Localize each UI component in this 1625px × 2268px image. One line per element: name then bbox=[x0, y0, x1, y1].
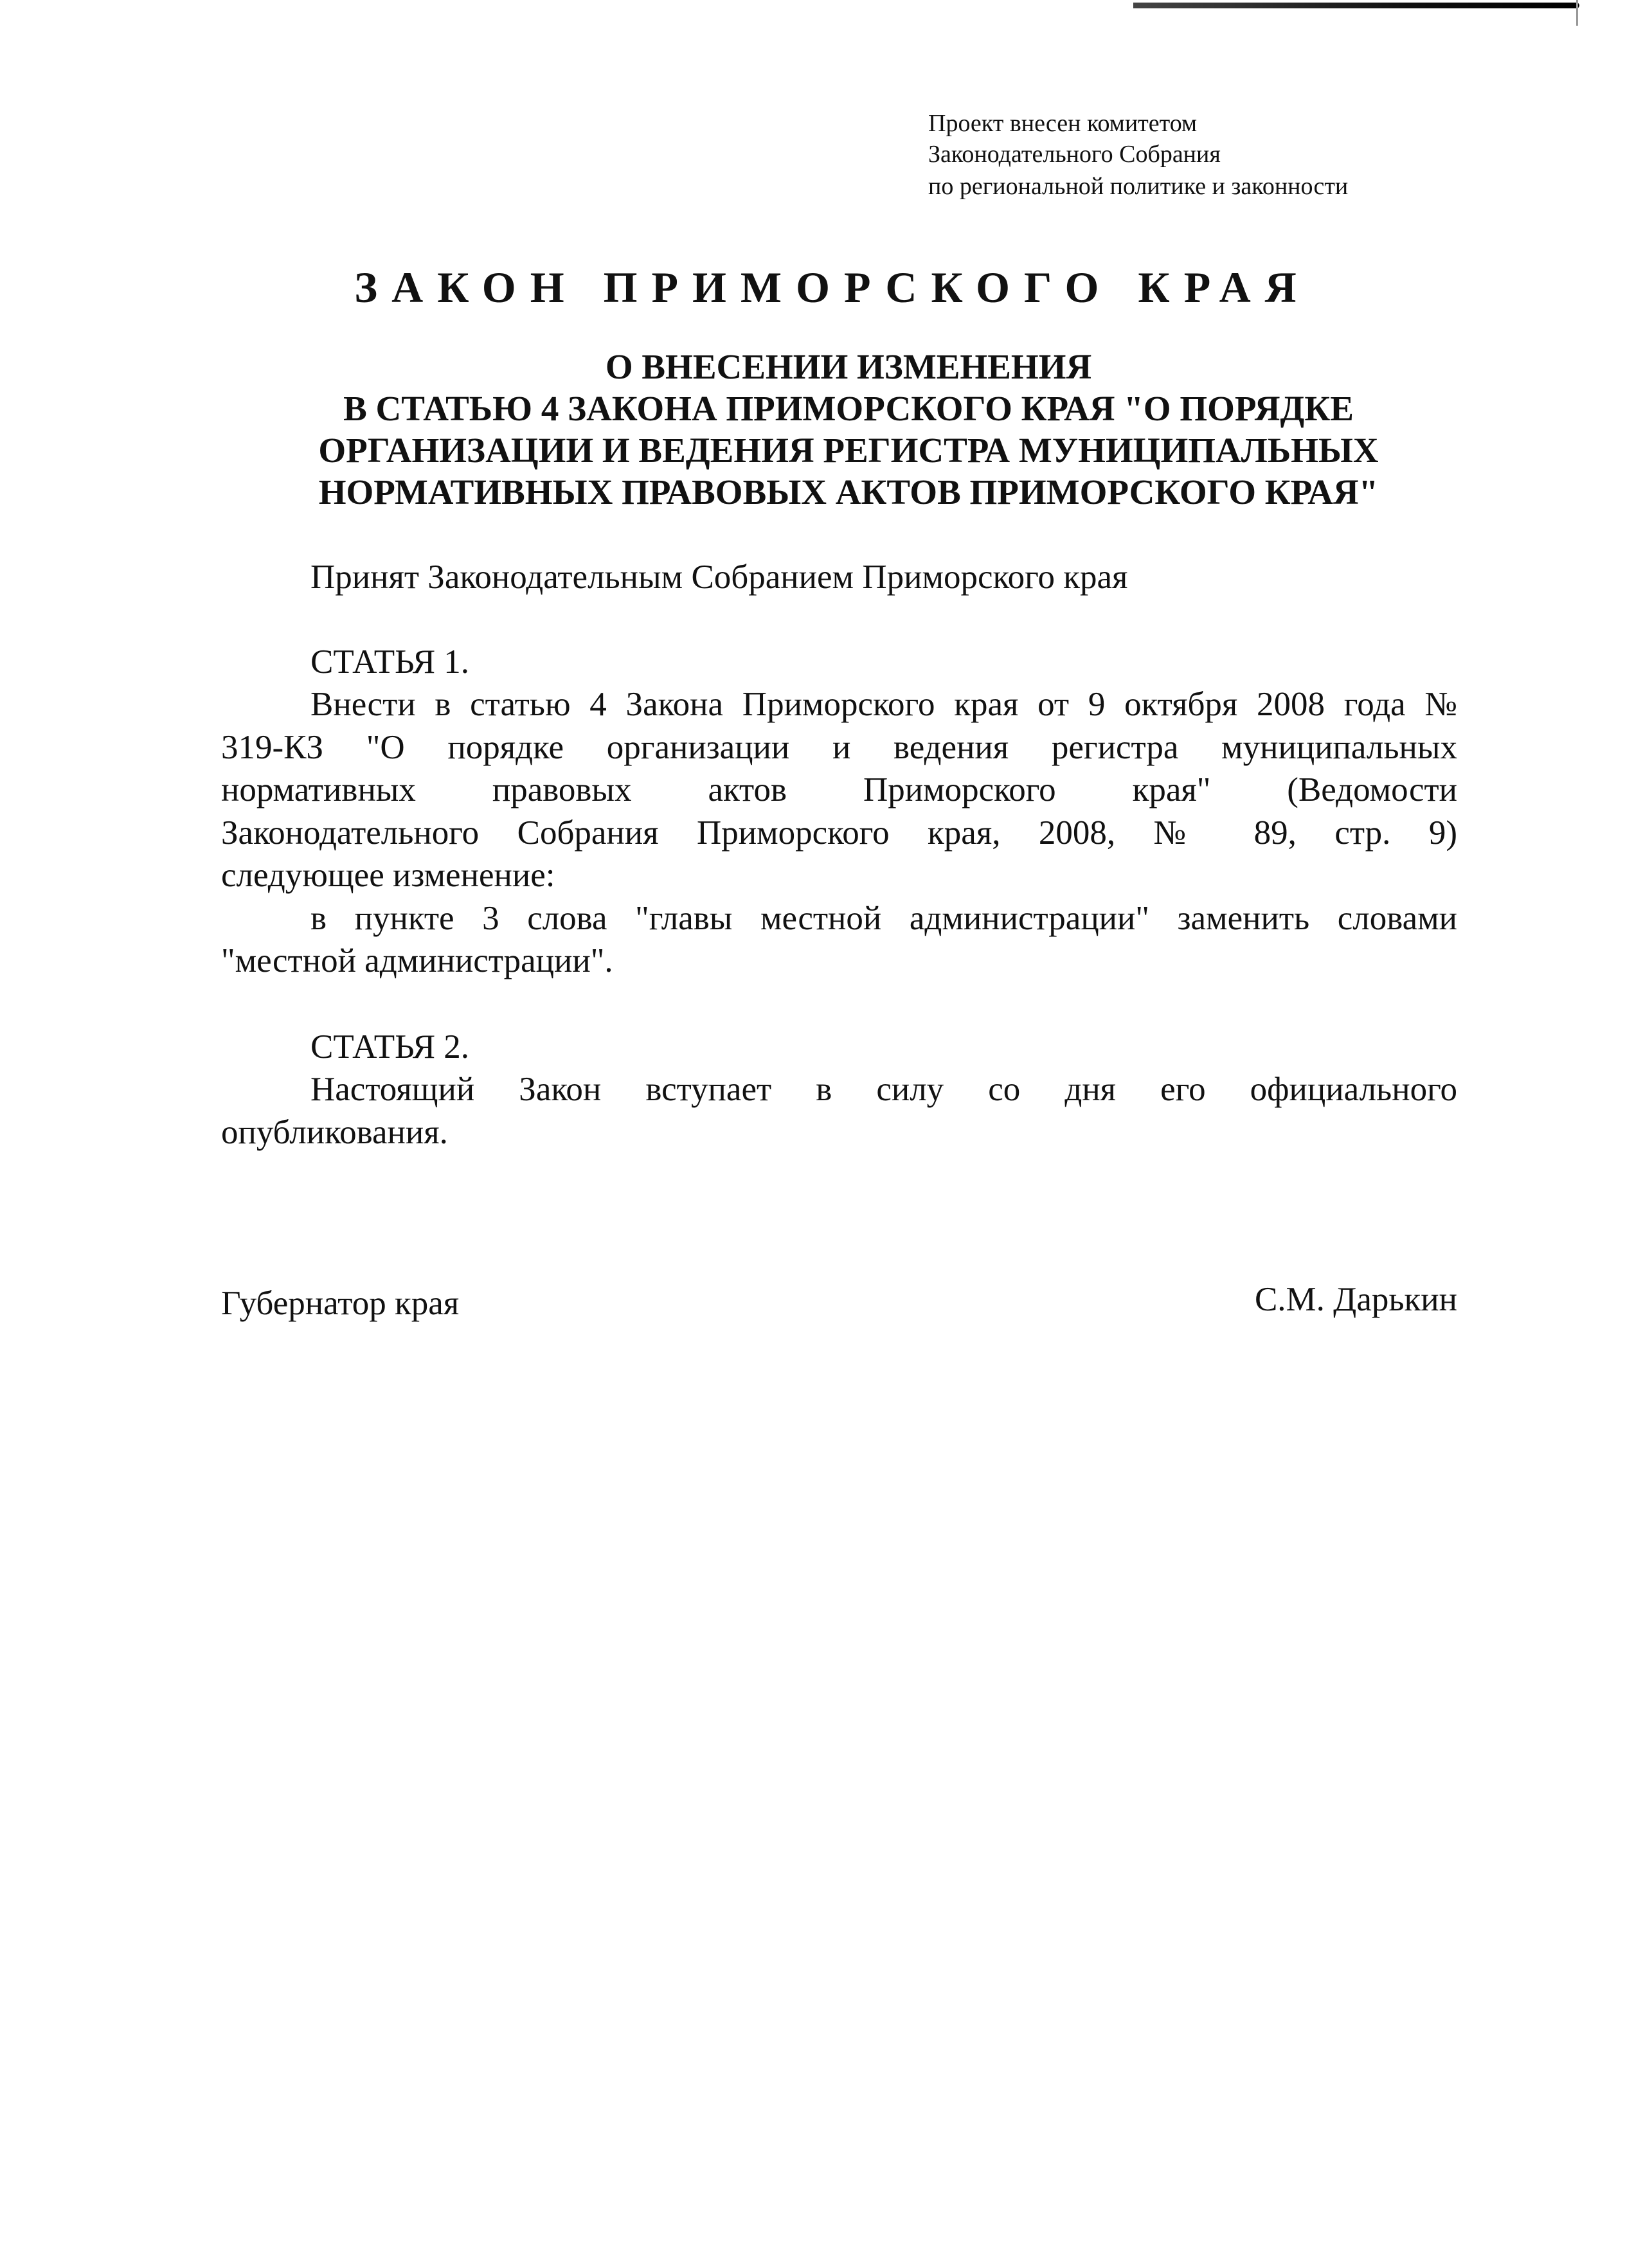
article-line: Внести в статью 4 Закона Приморского края от 9 октября 2008 года № bbox=[310, 686, 1457, 723]
article-heading: СТАТЬЯ 1. bbox=[310, 643, 470, 681]
signatory-name: С.М. Дарькин bbox=[1254, 1281, 1457, 1318]
subtitle-line: ОРГАНИЗАЦИИ И ВЕДЕНИЯ РЕГИСТРА МУНИЦИПАЛЬНЫХ bbox=[318, 431, 1379, 470]
article-line: следующее изменение: bbox=[221, 857, 555, 894]
scan-edge-line bbox=[1133, 3, 1579, 8]
header-note-line: Законодательного Собрания bbox=[928, 141, 1221, 168]
article-line: в пункте 3 слова "главы местной администрации" заменить словами bbox=[310, 900, 1457, 937]
header-note-line: по региональной политике и законности bbox=[928, 173, 1349, 200]
article-line: "местной администрации". bbox=[221, 942, 613, 979]
article-line: Настоящий Закон вступает в силу со дня его официального bbox=[310, 1071, 1457, 1108]
article-heading: СТАТЬЯ 2. bbox=[310, 1028, 470, 1066]
subtitle-line: В СТАТЬЮ 4 ЗАКОНА ПРИМОРСКОГО КРАЯ "О ПОРЯДКЕ bbox=[343, 389, 1354, 428]
adoption-statement: Принят Законодательным Собранием Приморского края bbox=[310, 558, 1128, 596]
document-title: ЗАКОН ПРИМОРСКОГО КРАЯ bbox=[354, 263, 1311, 312]
subtitle-line: НОРМАТИВНЫХ ПРАВОВЫХ АКТОВ ПРИМОРСКОГО КРАЯ" bbox=[318, 472, 1379, 512]
signatory-position: Губернатор края bbox=[221, 1285, 460, 1322]
subtitle-line: О ВНЕСЕНИИ ИЗМЕНЕНИЯ bbox=[605, 347, 1092, 386]
article-line: опубликования. bbox=[221, 1114, 448, 1151]
scan-edge-mark bbox=[1576, 0, 1578, 26]
article-line: нормативных правовых актов Приморского края" (Ведомости bbox=[221, 771, 1457, 808]
header-note-line: Проект внесен комитетом bbox=[928, 110, 1198, 137]
article-line: 319-КЗ "О порядке организации и ведения регистра муниципальных bbox=[221, 729, 1457, 766]
article-line: Законодательного Собрания Приморского края, 2008, № 89, стр. 9) bbox=[221, 814, 1457, 852]
